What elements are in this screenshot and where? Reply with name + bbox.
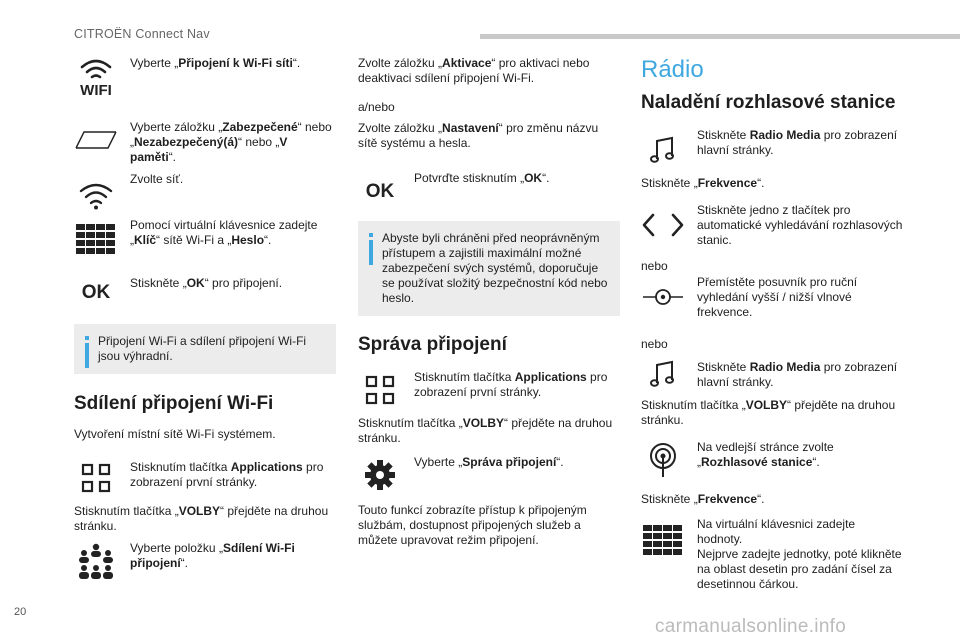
step-choose-network: Zvolte síť. — [74, 172, 336, 206]
section-heading: Správa připojení — [358, 334, 507, 355]
keyboard-icon — [74, 220, 118, 260]
step-enter-key: Pomocí virtuální klávesnice zadejte „Klíč“ sítě Wi-Fi a „Heslo“. — [74, 218, 336, 258]
and-or-text: a/nebo — [358, 100, 395, 114]
info-box: Připojení Wi-Fi a sdílení připojení Wi-Fi jsou výhradní. — [74, 324, 336, 374]
step-press-ok: OK Stiskněte „OK“ pro připojení. — [74, 276, 336, 308]
step-wifi-sharing: Vyberte položku „Sdílení Wi-Fi připojení“. — [74, 541, 336, 581]
activation-text: Zvolte záložku „Aktivace“ pro aktivaci nebo deaktivaci sdílení připojení Wi-Fi. — [358, 56, 590, 85]
section-title: Rádio — [641, 56, 704, 83]
description-text: Touto funkcí zobrazíte přístup k připojeným službám, dostupnost připojených služeb a můžete upravovat režim připojení. — [358, 503, 587, 547]
applications-icon — [358, 370, 402, 410]
options-text: Stisknutím tlačítka „VOLBY“ přejděte na druhou stránku. — [358, 416, 613, 445]
slider-icon — [641, 277, 685, 317]
keyboard-icon — [641, 521, 685, 561]
step-radio-stations: Na vedlejší stránce zvolte „Rozhlasové stanice“. — [641, 440, 903, 482]
header-bar — [480, 34, 960, 39]
step-applications: Stisknutím tlačítka Applications pro zobrazení první stránky. — [358, 370, 620, 404]
step-radio-media: Stiskněte Radio Media pro zobrazení hlavní stránky. — [641, 128, 903, 168]
ok-icon: OK — [81, 281, 111, 303]
music-note-icon — [641, 130, 685, 170]
step-wifi-connect: WIFI Vyberte „Připojení k Wi-Fi síti“. — [74, 56, 336, 104]
ok-icon: OK — [365, 180, 395, 202]
or-text: nebo — [641, 337, 668, 351]
section-heading: Naladění rozhlasové stanice — [641, 92, 896, 113]
tab-shape-icon — [74, 120, 118, 160]
step-applications: Stisknutím tlačítka Applications pro zobrazení první stránky. — [74, 460, 336, 494]
users-group-icon — [74, 541, 118, 581]
watermark: carmanualsonline.info — [655, 616, 847, 637]
gear-icon — [358, 455, 402, 495]
column-3 — [641, 56, 903, 592]
settings-text: Zvolte záložku „Nastavení“ pro změnu názvu sítě systému a hesla. — [358, 121, 599, 150]
step-auto-search: Stiskněte jedno z tlačítek pro automatické vyhledávání rozhlasových stanic. — [641, 203, 903, 251]
step-connection-management: Vyberte „Správa připojení“. — [358, 455, 620, 495]
section-heading: Sdílení připojení Wi-Fi — [74, 393, 274, 414]
page-number: 20 — [14, 606, 27, 618]
wifi-label-icon — [74, 56, 118, 96]
applications-icon — [74, 458, 118, 498]
info-icon — [369, 233, 373, 265]
info-icon — [85, 336, 89, 368]
column-1 — [74, 56, 336, 581]
page-header: CITROËN Connect Nav — [74, 27, 210, 41]
frequency-text: Stiskněte „Frekvence“. — [641, 176, 765, 190]
step-radio-media: Stiskněte Radio Media pro zobrazení hlavní stránky. — [641, 348, 903, 388]
radio-antenna-icon — [641, 440, 685, 480]
intro-text: Vytvoření místní sítě Wi-Fi systémem. — [74, 427, 276, 441]
chevron-left-right-icon — [641, 205, 685, 245]
column-2 — [358, 56, 620, 548]
music-note-icon — [641, 354, 685, 394]
frequency-text: Stiskněte „Frekvence“. — [641, 492, 765, 506]
step-manual-search: Přemístěte posuvník pro ruční vyhledání vyšší / nižší vlnové frekvence. — [641, 275, 903, 321]
options-text: Stisknutím tlačítka „VOLBY“ přejděte na druhou stránku. — [641, 398, 896, 427]
svg-text:WIFI: WIFI — [80, 82, 112, 96]
step-security-tab: Vyberte záložku „Zabezpečené“ nebo „Nezabezpečený(á)“ nebo „V paměti“. — [74, 120, 336, 166]
options-text: Stisknutím tlačítka „VOLBY“ přejděte na druhou stránku. — [74, 504, 329, 533]
step-enter-frequency: Na virtuální klávesnici zadejte hodnoty. Nejprve zadejte jednotky, poté klikněte na oblast desetin pro zadání čísel za desetinnou čárkou. — [641, 517, 903, 592]
or-text: nebo — [641, 259, 668, 273]
step-confirm-ok: OK Potvrďte stisknutím „OK“. — [358, 171, 620, 209]
info-box: Abyste byli chráněni před neoprávněným přístupem a zajistili maximální možné zabezpečení svých systémů, doporučuje se používat složitý bezpečnostní kód nebo heslo. — [358, 221, 620, 316]
wifi-icon — [74, 176, 118, 216]
